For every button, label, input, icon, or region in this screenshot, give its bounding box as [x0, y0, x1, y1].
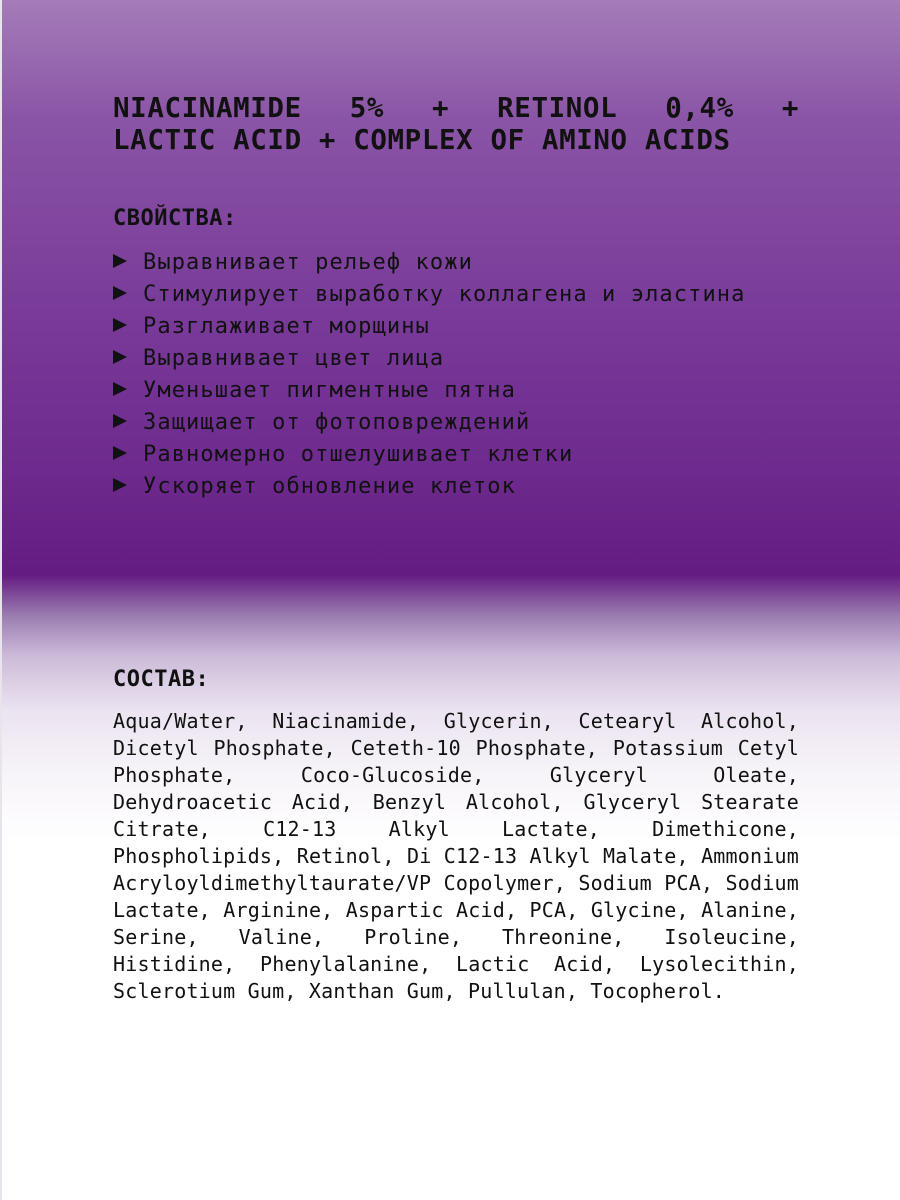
- composition-heading: СОСТАВ:: [113, 667, 210, 692]
- properties-list-item: [113, 406, 746, 438]
- triangle-right-icon: [113, 414, 127, 428]
- content-area: [113, 92, 799, 1003]
- property-text: Ускоряет обновление клеток: [143, 473, 516, 499]
- property-text: Выравнивает цвет лица: [143, 345, 445, 371]
- properties-list-item: [113, 246, 746, 278]
- property-text: Разглаживает морщины: [143, 313, 430, 339]
- triangle-right-icon: [113, 318, 127, 332]
- properties-list: [113, 246, 746, 502]
- property-text: Стимулирует выработку коллагена и эластина: [143, 281, 746, 307]
- triangle-right-icon: [113, 382, 127, 396]
- properties-heading: СВОЙСТВА:: [113, 206, 237, 231]
- triangle-right-icon: [113, 286, 127, 300]
- product-title-line-1: NIACINAMIDE 5% + RETINOL 0,4% +: [113, 92, 799, 124]
- property-text: Защищает от фотоповреждений: [143, 409, 531, 435]
- triangle-right-icon: [113, 254, 127, 268]
- property-text: Уменьшает пигментные пятна: [143, 377, 516, 403]
- product-title-line-2: LACTIC ACID + COMPLEX OF AMINO ACIDS: [113, 124, 731, 156]
- triangle-right-icon: [113, 446, 127, 460]
- triangle-right-icon: [113, 350, 127, 364]
- properties-list-item: [113, 278, 746, 310]
- ingredients-text: Aqua/Water, Niacinamide, Glycerin, Cetearyl Alcohol, Dicetyl Phosphate, Ceteth-10 Phosphate, Potassium Cetyl Phosphate, Coco-Glucoside, Glyceryl Oleate, Dehydroacetic Acid, Benzyl Alcohol, Glyceryl Stearate Citrate, C12-13 Alkyl Lactate, Dimethicone, Phospholipids, Retinol, Di C12-13 Alkyl Malate, Ammonium Acryloyldimethyltaurate/VP Copolymer, Sodium PCA, Sodium Lactate, Arginine, Aspartic Acid, PCA, Glycine, Alanine, Serine, Valine, Proline, Threonine, Isoleucine, Histidine, Phenylalanine, Lactic Acid, Lysolecithin, Sclerotium Gum, Xanthan Gum, Pullulan, Tocopherol.: [113, 709, 799, 1003]
- properties-list-item: [113, 342, 746, 374]
- properties-list-item: [113, 470, 746, 502]
- properties-list-item: [113, 438, 746, 470]
- properties-list-item: [113, 374, 746, 406]
- triangle-right-icon: [113, 478, 127, 492]
- property-text: Равномерно отшелушивает клетки: [143, 441, 574, 467]
- left-edge-border: [0, 0, 2, 1200]
- properties-list-item: [113, 310, 746, 342]
- product-title: [113, 92, 799, 156]
- property-text: Выравнивает рельеф кожи: [143, 249, 473, 275]
